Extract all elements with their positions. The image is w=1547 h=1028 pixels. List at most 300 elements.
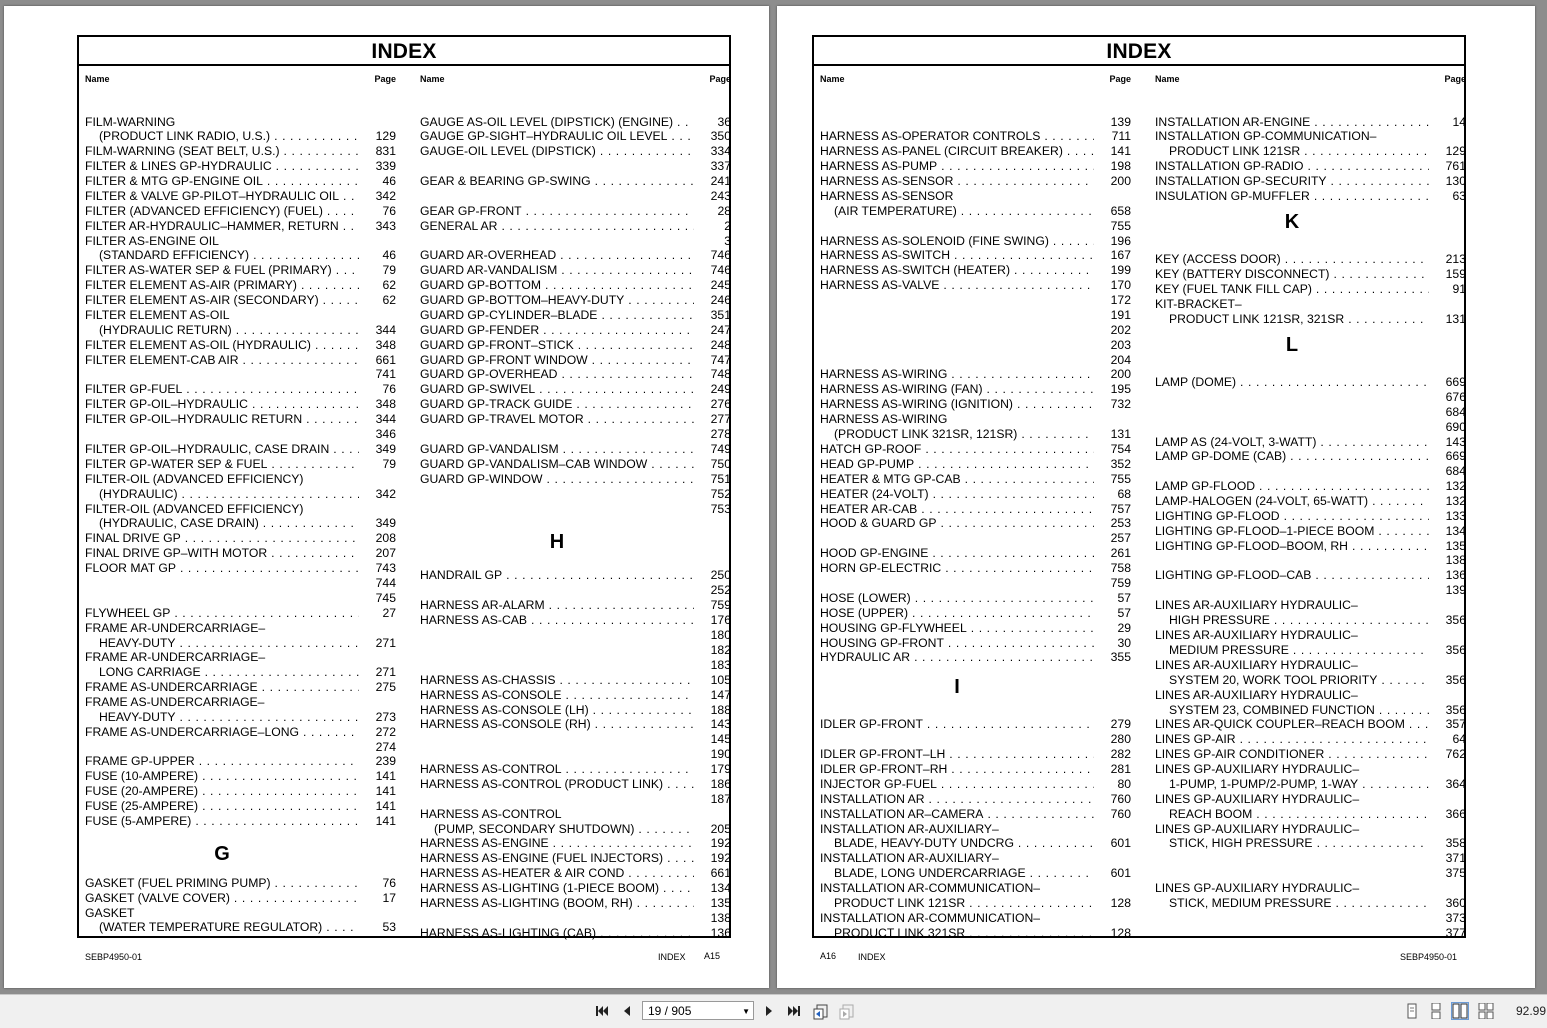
- index-entry[interactable]: [420, 129, 731, 143]
- index-entry[interactable]: [85, 891, 396, 905]
- entry-page[interactable]: 138: [710, 911, 731, 925]
- entry-page[interactable]: 141: [1110, 144, 1131, 158]
- index-entry[interactable]: [420, 234, 731, 248]
- entry-page[interactable]: 342: [375, 487, 396, 501]
- entry-page[interactable]: 684: [1445, 405, 1466, 419]
- entry-page[interactable]: 349: [375, 442, 396, 456]
- index-entry[interactable]: [85, 382, 396, 396]
- index-entry[interactable]: [85, 159, 396, 173]
- index-entry[interactable]: [420, 881, 731, 895]
- index-entry[interactable]: [420, 353, 731, 367]
- facing-icon[interactable]: [1452, 1003, 1468, 1019]
- entry-page[interactable]: 348: [375, 397, 396, 411]
- entry-page[interactable]: 202: [1110, 323, 1131, 337]
- index-entry[interactable]: [820, 881, 1131, 895]
- entry-page[interactable]: 130: [1445, 174, 1466, 188]
- entry-page[interactable]: 28: [717, 204, 731, 218]
- index-entry[interactable]: [85, 695, 396, 709]
- entry-page[interactable]: 272: [375, 725, 396, 739]
- page-number-select[interactable]: [642, 1001, 754, 1020]
- entry-page[interactable]: 199: [1110, 263, 1131, 277]
- index-entry[interactable]: [85, 546, 396, 560]
- index-entry[interactable]: [1155, 375, 1466, 389]
- entry-page[interactable]: 208: [375, 531, 396, 545]
- entry-page[interactable]: 348: [375, 338, 396, 352]
- index-entry[interactable]: [1155, 539, 1466, 553]
- index-entry[interactable]: [420, 688, 731, 702]
- entry-page[interactable]: 133: [1445, 509, 1466, 523]
- entry-page[interactable]: 245: [710, 278, 731, 292]
- index-entry[interactable]: [820, 836, 1131, 850]
- index-entry[interactable]: [1155, 252, 1466, 266]
- entry-page[interactable]: 62: [382, 278, 396, 292]
- index-entry[interactable]: [85, 710, 396, 724]
- entry-page[interactable]: 711: [1111, 129, 1131, 143]
- index-entry[interactable]: [420, 487, 731, 501]
- entry-page[interactable]: 207: [375, 546, 396, 560]
- entry-page[interactable]: 356: [1445, 643, 1466, 657]
- index-entry[interactable]: [85, 665, 396, 679]
- entry-page[interactable]: 17: [382, 891, 396, 905]
- index-entry[interactable]: [420, 278, 731, 292]
- index-entry[interactable]: [1155, 583, 1466, 597]
- entry-page[interactable]: 46: [382, 248, 396, 262]
- entry-page[interactable]: 759: [710, 598, 731, 612]
- index-entry[interactable]: [420, 367, 731, 381]
- index-entry[interactable]: [85, 650, 396, 664]
- index-entry[interactable]: [1155, 881, 1466, 895]
- entry-page[interactable]: 750: [710, 457, 731, 471]
- index-entry[interactable]: [820, 561, 1131, 575]
- index-entry[interactable]: [85, 740, 396, 754]
- entry-page[interactable]: 253: [1110, 516, 1131, 530]
- entry-page[interactable]: 751: [710, 472, 731, 486]
- index-entry[interactable]: [820, 502, 1131, 516]
- index-entry[interactable]: [85, 769, 396, 783]
- index-entry[interactable]: [1155, 658, 1466, 672]
- entry-page[interactable]: 281: [1110, 762, 1131, 776]
- index-entry[interactable]: [1155, 435, 1466, 449]
- index-entry[interactable]: [820, 397, 1131, 411]
- entry-page[interactable]: 342: [375, 189, 396, 203]
- index-entry[interactable]: [1155, 836, 1466, 850]
- index-entry[interactable]: [1155, 129, 1466, 143]
- entry-page[interactable]: 743: [375, 561, 396, 575]
- single-page-icon[interactable]: [1404, 1003, 1420, 1019]
- entry-page[interactable]: 261: [1110, 546, 1131, 560]
- entry-page[interactable]: 198: [1110, 159, 1131, 173]
- index-entry[interactable]: [1155, 174, 1466, 188]
- index-entry[interactable]: [85, 278, 396, 292]
- index-entry[interactable]: [420, 159, 731, 173]
- entry-page[interactable]: 343: [375, 219, 396, 233]
- index-entry[interactable]: [820, 650, 1131, 664]
- entry-page[interactable]: 669: [1445, 449, 1466, 463]
- index-entry[interactable]: [1155, 822, 1466, 836]
- index-entry[interactable]: [820, 762, 1131, 776]
- index-entry[interactable]: [820, 591, 1131, 605]
- entry-page[interactable]: 351: [710, 308, 731, 322]
- index-entry[interactable]: [820, 159, 1131, 173]
- entry-page[interactable]: 139: [1110, 115, 1131, 129]
- index-entry[interactable]: [420, 703, 731, 717]
- index-entry[interactable]: [420, 792, 731, 806]
- index-entry[interactable]: [1155, 896, 1466, 910]
- index-entry[interactable]: [420, 308, 731, 322]
- index-entry[interactable]: [1155, 524, 1466, 538]
- continuous-icon[interactable]: [1428, 1003, 1444, 1019]
- index-entry[interactable]: [85, 115, 396, 129]
- index-entry[interactable]: [1155, 464, 1466, 478]
- entry-page[interactable]: 741: [375, 367, 396, 381]
- index-entry[interactable]: [85, 814, 396, 828]
- entry-page[interactable]: 53: [382, 920, 396, 934]
- index-entry[interactable]: [820, 487, 1131, 501]
- entry-page[interactable]: 360: [1445, 896, 1466, 910]
- entry-page[interactable]: 62: [382, 293, 396, 307]
- entry-page[interactable]: 358: [1445, 836, 1466, 850]
- index-entry[interactable]: [820, 717, 1131, 731]
- entry-page[interactable]: 334: [710, 144, 731, 158]
- entry-page[interactable]: 182: [710, 643, 731, 657]
- index-entry[interactable]: [1155, 732, 1466, 746]
- entry-page[interactable]: 79: [382, 457, 396, 471]
- entry-page[interactable]: 745: [375, 591, 396, 605]
- index-entry[interactable]: [85, 412, 396, 426]
- entry-page[interactable]: 187: [710, 792, 731, 806]
- entry-page[interactable]: 147: [710, 688, 731, 702]
- entry-page[interactable]: 661: [710, 866, 731, 880]
- index-entry[interactable]: [85, 754, 396, 768]
- entry-page[interactable]: 355: [1110, 650, 1131, 664]
- entry-page[interactable]: 762: [1445, 747, 1466, 761]
- entry-page[interactable]: 754: [1110, 442, 1131, 456]
- entry-page[interactable]: 190: [710, 747, 731, 761]
- entry-page[interactable]: 250: [710, 568, 731, 582]
- entry-page[interactable]: 275: [375, 680, 396, 694]
- entry-page[interactable]: 134: [710, 881, 731, 895]
- entry-page[interactable]: 136: [1445, 568, 1466, 582]
- index-entry[interactable]: [85, 576, 396, 590]
- entry-page[interactable]: 170: [1110, 278, 1131, 292]
- entry-page[interactable]: 344: [375, 412, 396, 426]
- index-entry[interactable]: [820, 129, 1131, 143]
- index-entry[interactable]: [85, 263, 396, 277]
- index-entry[interactable]: [1155, 282, 1466, 296]
- index-entry[interactable]: [85, 427, 396, 441]
- index-entry[interactable]: [420, 397, 731, 411]
- entry-page[interactable]: 366: [1445, 807, 1466, 821]
- entry-page[interactable]: 2: [724, 219, 731, 233]
- index-entry[interactable]: [420, 189, 731, 203]
- index-entry[interactable]: [85, 367, 396, 381]
- entry-page[interactable]: 356: [1445, 703, 1466, 717]
- index-entry[interactable]: [420, 293, 731, 307]
- entry-page[interactable]: 180: [710, 628, 731, 642]
- entry-page[interactable]: 57: [1117, 606, 1131, 620]
- entry-page[interactable]: 46: [382, 174, 396, 188]
- index-entry[interactable]: [420, 851, 731, 865]
- index-entry[interactable]: [85, 219, 396, 233]
- index-entry[interactable]: [420, 502, 731, 516]
- index-entry[interactable]: [1155, 911, 1466, 925]
- index-entry[interactable]: [420, 338, 731, 352]
- index-entry[interactable]: [85, 234, 396, 248]
- index-entry[interactable]: [820, 546, 1131, 560]
- index-entry[interactable]: [420, 613, 731, 627]
- entry-page[interactable]: 192: [710, 836, 731, 850]
- entry-page[interactable]: 278: [710, 427, 731, 441]
- index-entry[interactable]: [1155, 598, 1466, 612]
- entry-page[interactable]: 63: [1452, 189, 1466, 203]
- index-entry[interactable]: [1155, 390, 1466, 404]
- entry-page[interactable]: 364: [1445, 777, 1466, 791]
- entry-page[interactable]: 282: [1110, 747, 1131, 761]
- index-entry[interactable]: [820, 367, 1131, 381]
- index-entry[interactable]: [85, 144, 396, 158]
- index-entry[interactable]: [1155, 703, 1466, 717]
- entry-page[interactable]: 57: [1117, 591, 1131, 605]
- index-entry[interactable]: [85, 561, 396, 575]
- index-entry[interactable]: [1155, 628, 1466, 642]
- index-entry[interactable]: [420, 412, 731, 426]
- index-entry[interactable]: [85, 502, 396, 516]
- index-entry[interactable]: [820, 472, 1131, 486]
- index-entry[interactable]: [420, 568, 731, 582]
- index-entry[interactable]: [420, 628, 731, 642]
- entry-page[interactable]: 759: [1110, 576, 1131, 590]
- index-entry[interactable]: [1155, 479, 1466, 493]
- index-entry[interactable]: [1155, 792, 1466, 806]
- entry-page[interactable]: 27: [382, 606, 396, 620]
- index-entry[interactable]: [820, 777, 1131, 791]
- index-entry[interactable]: [820, 866, 1131, 880]
- index-entry[interactable]: [420, 866, 731, 880]
- entry-page[interactable]: 159: [1445, 267, 1466, 281]
- index-entry[interactable]: [1155, 144, 1466, 158]
- entry-page[interactable]: 690: [1445, 420, 1466, 434]
- index-entry[interactable]: [820, 576, 1131, 590]
- entry-page[interactable]: 352: [1110, 457, 1131, 471]
- index-entry[interactable]: [820, 747, 1131, 761]
- index-entry[interactable]: [420, 472, 731, 486]
- entry-page[interactable]: 64: [1452, 732, 1466, 746]
- index-entry[interactable]: [85, 174, 396, 188]
- entry-page[interactable]: 139: [1445, 583, 1466, 597]
- entry-page[interactable]: 373: [1445, 911, 1466, 925]
- index-entry[interactable]: [1155, 762, 1466, 776]
- index-entry[interactable]: [1155, 189, 1466, 203]
- index-entry[interactable]: [1155, 717, 1466, 731]
- index-entry[interactable]: [820, 338, 1131, 352]
- index-entry[interactable]: [820, 382, 1131, 396]
- entry-page[interactable]: 755: [1110, 219, 1131, 233]
- entry-page[interactable]: 349: [375, 516, 396, 530]
- entry-page[interactable]: 601: [1110, 866, 1131, 880]
- index-entry[interactable]: [420, 174, 731, 188]
- index-entry[interactable]: [420, 673, 731, 687]
- entry-page[interactable]: 68: [1117, 487, 1131, 501]
- index-entry[interactable]: [85, 725, 396, 739]
- index-entry[interactable]: [420, 717, 731, 731]
- index-entry[interactable]: [1155, 613, 1466, 627]
- index-entry[interactable]: [85, 338, 396, 352]
- index-entry[interactable]: [85, 472, 396, 486]
- index-entry[interactable]: [420, 457, 731, 471]
- entry-page[interactable]: 271: [375, 636, 396, 650]
- entry-page[interactable]: 131: [1110, 427, 1131, 441]
- index-entry[interactable]: [420, 643, 731, 657]
- entry-page[interactable]: 279: [1110, 717, 1131, 731]
- entry-page[interactable]: 276: [710, 397, 731, 411]
- entry-page[interactable]: 141: [375, 784, 396, 798]
- index-entry[interactable]: [820, 412, 1131, 426]
- entry-page[interactable]: 135: [710, 896, 731, 910]
- index-entry[interactable]: [820, 926, 1131, 940]
- entry-page[interactable]: 196: [1110, 234, 1131, 248]
- index-entry[interactable]: [1155, 851, 1466, 865]
- index-entry[interactable]: [85, 606, 396, 620]
- index-entry[interactable]: [1155, 568, 1466, 582]
- index-entry[interactable]: [820, 323, 1131, 337]
- entry-page[interactable]: 344: [375, 323, 396, 337]
- index-entry[interactable]: [420, 836, 731, 850]
- index-entry[interactable]: [420, 382, 731, 396]
- index-entry[interactable]: [1155, 267, 1466, 281]
- entry-page[interactable]: 375: [1445, 866, 1466, 880]
- entry-page[interactable]: 753: [710, 502, 731, 516]
- index-entry[interactable]: [420, 658, 731, 672]
- entry-page[interactable]: 91: [1452, 282, 1466, 296]
- entry-page[interactable]: 252: [710, 583, 731, 597]
- entry-page[interactable]: 246: [710, 293, 731, 307]
- entry-page[interactable]: 79: [382, 263, 396, 277]
- entry-page[interactable]: 271: [375, 665, 396, 679]
- index-entry[interactable]: [420, 807, 731, 821]
- index-entry[interactable]: [85, 784, 396, 798]
- index-entry[interactable]: [85, 189, 396, 203]
- entry-page[interactable]: 145: [710, 732, 731, 746]
- entry-page[interactable]: 134: [1445, 524, 1466, 538]
- entry-page[interactable]: 128: [1110, 896, 1131, 910]
- index-entry[interactable]: [820, 457, 1131, 471]
- index-entry[interactable]: [85, 920, 396, 934]
- entry-page[interactable]: 138: [1445, 553, 1466, 567]
- entry-page[interactable]: 136: [710, 926, 731, 940]
- index-entry[interactable]: [85, 308, 396, 322]
- index-entry[interactable]: [420, 926, 731, 940]
- prev-page-icon[interactable]: [618, 1003, 636, 1021]
- entry-page[interactable]: 761: [1445, 159, 1466, 173]
- entry-page[interactable]: 758: [1110, 561, 1131, 575]
- entry-page[interactable]: 195: [1110, 382, 1131, 396]
- index-entry[interactable]: [420, 777, 731, 791]
- last-page-icon[interactable]: [785, 1003, 803, 1021]
- entry-page[interactable]: 601: [1110, 836, 1131, 850]
- index-entry[interactable]: [820, 621, 1131, 635]
- index-entry[interactable]: [820, 263, 1131, 277]
- index-entry[interactable]: [85, 457, 396, 471]
- entry-page[interactable]: 277: [710, 412, 731, 426]
- prev-view-icon[interactable]: [812, 1003, 830, 1021]
- entry-page[interactable]: 128: [1110, 926, 1131, 940]
- entry-page[interactable]: 749: [710, 442, 731, 456]
- entry-page[interactable]: 746: [710, 263, 731, 277]
- index-entry[interactable]: [85, 636, 396, 650]
- entry-page[interactable]: 273: [375, 710, 396, 724]
- index-entry[interactable]: [1155, 926, 1466, 940]
- index-entry[interactable]: [420, 896, 731, 910]
- entry-page[interactable]: 132: [1445, 479, 1466, 493]
- index-entry[interactable]: [420, 115, 731, 129]
- next-view-icon[interactable]: [838, 1003, 856, 1021]
- entry-page[interactable]: 143: [710, 717, 731, 731]
- index-entry[interactable]: [820, 427, 1131, 441]
- index-entry[interactable]: [420, 583, 731, 597]
- index-entry[interactable]: [85, 129, 396, 143]
- entry-page[interactable]: 371: [1445, 851, 1466, 865]
- index-entry[interactable]: [820, 189, 1131, 203]
- index-entry[interactable]: [820, 442, 1131, 456]
- index-entry[interactable]: [420, 762, 731, 776]
- index-entry[interactable]: [820, 293, 1131, 307]
- index-entry[interactable]: [1155, 115, 1466, 129]
- entry-page[interactable]: 676: [1445, 390, 1466, 404]
- index-entry[interactable]: [85, 799, 396, 813]
- index-entry[interactable]: [820, 144, 1131, 158]
- index-entry[interactable]: [820, 807, 1131, 821]
- index-entry[interactable]: [85, 591, 396, 605]
- index-entry[interactable]: [85, 397, 396, 411]
- entry-page[interactable]: 129: [1445, 144, 1466, 158]
- index-entry[interactable]: [85, 442, 396, 456]
- index-entry[interactable]: [820, 234, 1131, 248]
- entry-page[interactable]: 135: [1445, 539, 1466, 553]
- entry-page[interactable]: 746: [710, 248, 731, 262]
- entry-page[interactable]: 356: [1445, 613, 1466, 627]
- entry-page[interactable]: 337: [710, 159, 731, 173]
- index-entry[interactable]: [820, 606, 1131, 620]
- index-entry[interactable]: [420, 427, 731, 441]
- index-entry[interactable]: [1155, 297, 1466, 311]
- index-entry[interactable]: [420, 263, 731, 277]
- entry-page[interactable]: 176: [710, 613, 731, 627]
- entry-page[interactable]: 748: [710, 367, 731, 381]
- index-entry[interactable]: [85, 323, 396, 337]
- index-entry[interactable]: [1155, 747, 1466, 761]
- entry-page[interactable]: 274: [375, 740, 396, 754]
- index-entry[interactable]: [820, 822, 1131, 836]
- entry-page[interactable]: 167: [1110, 248, 1131, 262]
- entry-page[interactable]: 744: [375, 576, 396, 590]
- entry-page[interactable]: 239: [375, 754, 396, 768]
- index-entry[interactable]: [1155, 449, 1466, 463]
- index-entry[interactable]: [820, 248, 1131, 262]
- index-entry[interactable]: [85, 487, 396, 501]
- entry-page[interactable]: 183: [710, 658, 731, 672]
- index-entry[interactable]: [820, 353, 1131, 367]
- entry-page[interactable]: 80: [1117, 777, 1131, 791]
- entry-page[interactable]: 377: [1445, 926, 1466, 940]
- entry-page[interactable]: 191: [1110, 308, 1131, 322]
- index-entry[interactable]: [820, 219, 1131, 233]
- entry-page[interactable]: 76: [382, 876, 396, 890]
- index-entry[interactable]: [420, 204, 731, 218]
- entry-page[interactable]: 747: [710, 353, 731, 367]
- index-entry[interactable]: [820, 174, 1131, 188]
- index-entry[interactable]: [820, 851, 1131, 865]
- entry-page[interactable]: 14: [1452, 115, 1466, 129]
